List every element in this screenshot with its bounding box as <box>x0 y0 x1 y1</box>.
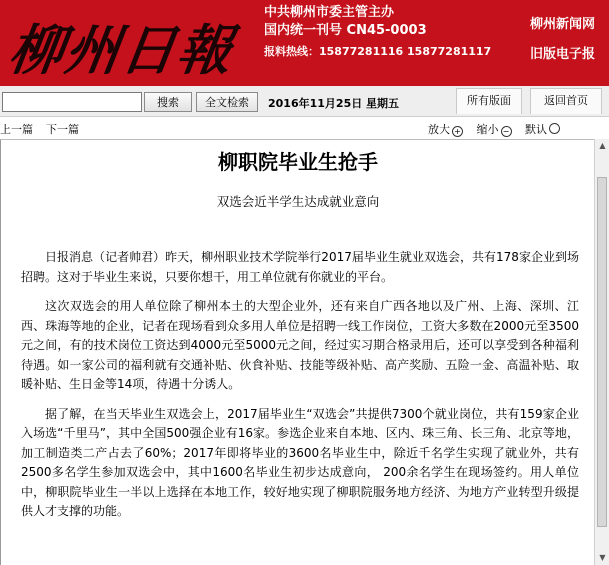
search-toolbar <box>0 86 609 117</box>
article-paragraph: 这次双选会的用人单位除了柳州本土的大型企业外，还有来自广西各地以及广州、上海、深圳、江西、珠海等地的企业，记者在现场看到众多用人单位是招聘一线工作岗位，工资大多数在2000元至3500元之间，有的技术岗位工资达到4000元至5000元之间，经过实习期合格录用后，还可以享受到各种福利待遇。如一家公司的福利就有交通补贴、伙食补贴、技能等级补贴、高产奖励、五险一金、高温补贴、取暖补贴、生日金等14项，待遇十分诱人。 <box>21 299 579 391</box>
default-size-button[interactable] <box>525 121 560 137</box>
masthead-info <box>264 4 491 63</box>
hotline-text: 报料热线：15877281116 15877281117 <box>264 45 492 58</box>
zoom-out-label: 缩小 <box>476 123 499 136</box>
article-title: 柳职院毕业生抢手 <box>218 150 378 174</box>
sponsor-text: 中共柳州市委主管主办 <box>264 5 395 20</box>
scroll-down-arrow-icon[interactable]: ▼ <box>599 553 606 562</box>
previous-article-link[interactable]: 上一篇 <box>0 123 33 136</box>
article-paragraph: 据了解，在当天毕业生双选会上，2017届毕业生“双选会”共提供7300个就业岗位，共有159家企业入场选“千里马”，其中全国500强企业有16家。参选企业来自本地、区内、珠三角、长三角、北京等地，加工制造类二产占去了60%；2017年即将毕业的3600名毕业生中，除近千名学生实现了就业外，共有2500多名学生参加双选会中，其中1600名毕业生初步达成意向， 200余名学生在现场签约。用人单位中，柳职院毕业生一半以上选择在本地工作，较好地实现了柳职院服务地方经济、为地方产业转型升级提供人才支撑的功能。 <box>21 406 579 518</box>
article-body <box>21 248 579 532</box>
newspaper-logo[interactable] <box>4 2 254 84</box>
issue-date: 2016年11月25日 星期五 <box>268 97 400 110</box>
logo-text: 柳州日報 <box>5 18 239 82</box>
search-button[interactable]: 搜索 <box>144 92 192 112</box>
scrollbar-thumb[interactable] <box>597 177 607 527</box>
article-subtitle: 双选会近半学生达成就业意向 <box>216 194 380 209</box>
zoom-out-button[interactable] <box>477 121 512 137</box>
default-size-label: 默认 <box>525 123 547 136</box>
scroll-up-arrow-icon[interactable]: ▲ <box>599 141 606 150</box>
fulltext-search-button[interactable]: 全文检索 <box>196 92 258 112</box>
tab-return-home[interactable]: 返回首页 <box>530 88 602 114</box>
article-content-area <box>0 139 594 565</box>
zoom-in-label: 放大 <box>428 123 450 136</box>
vertical-scrollbar[interactable] <box>594 139 609 565</box>
minus-circle-icon: − <box>501 126 512 137</box>
zoom-in-button[interactable] <box>428 121 463 137</box>
tab-all-pages[interactable]: 所有版面 <box>456 88 522 114</box>
next-article-link[interactable]: 下一篇 <box>46 123 79 136</box>
article-nav-bar <box>0 118 609 138</box>
radio-circle-icon <box>549 123 560 134</box>
serial-number-text: 国内统一刊号 CN45-0003 <box>264 23 427 38</box>
plus-circle-icon: + <box>452 126 463 137</box>
article-paragraph: 日报消息（记者帅君）昨天，柳州职业技术学院举行2017届毕业生就业双选会，共有178家企业到场招聘。这对于毕业生来说，只要你想干，用工单位就有你就业的平台。 <box>21 250 579 284</box>
header-links <box>530 10 595 70</box>
search-input[interactable] <box>2 92 142 112</box>
zoom-controls <box>428 121 570 137</box>
old-edition-link[interactable]: 旧版电子报 <box>529 47 595 62</box>
news-site-link[interactable]: 柳州新闻网 <box>529 17 595 32</box>
masthead-header <box>0 0 609 86</box>
